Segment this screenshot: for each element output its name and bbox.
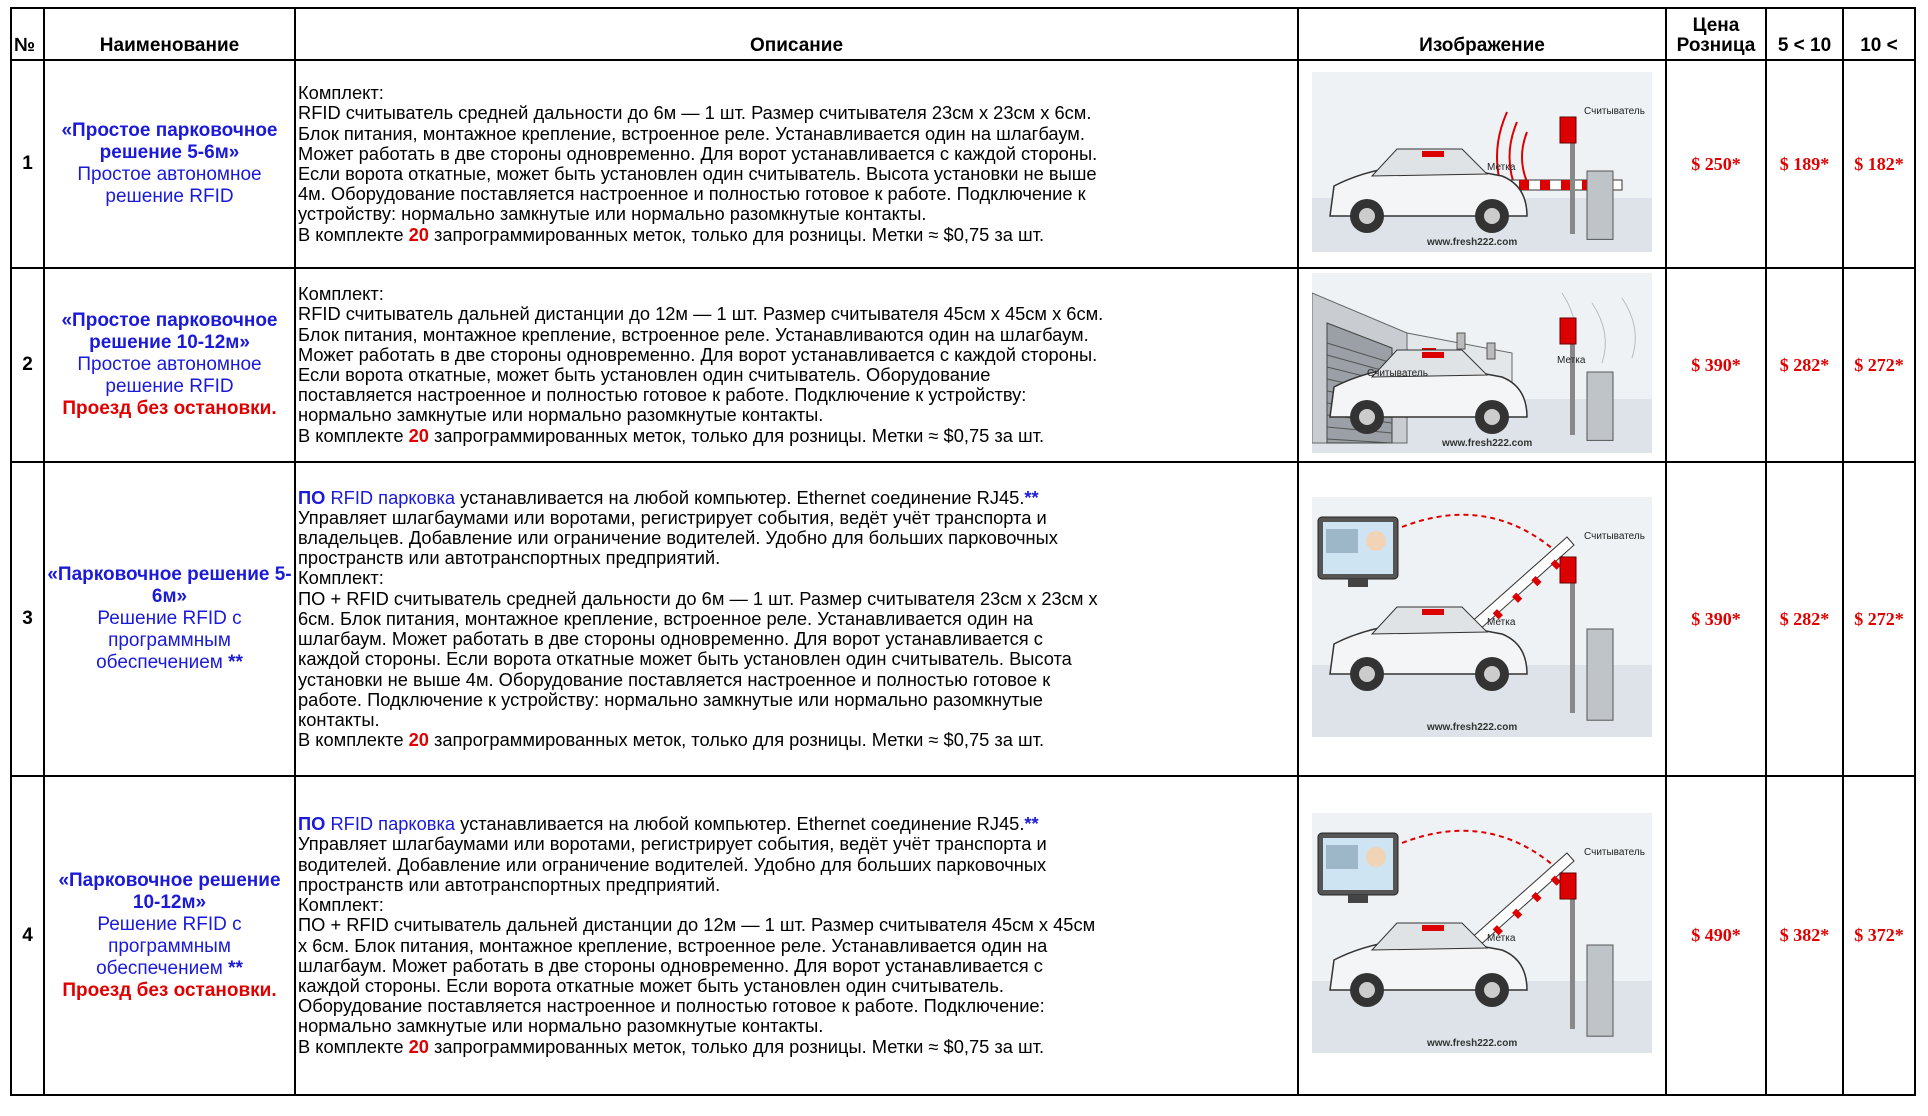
row-number: 4 bbox=[11, 776, 44, 1095]
description-cell bbox=[295, 60, 1298, 268]
kit-count: 20 bbox=[408, 729, 429, 751]
product-note: Проезд без остановки. bbox=[62, 398, 277, 419]
description-line: устройству: нормально замкнутые или нормально разомкнутые контакты. bbox=[298, 203, 927, 225]
product-image bbox=[1312, 273, 1652, 453]
software-line bbox=[298, 488, 1297, 508]
product-note: Проезд без остановки. bbox=[62, 979, 277, 1001]
watermark-site: www.fresh222.com bbox=[1427, 236, 1518, 248]
description-line: водителей. Добавление или ограничение водителей. Удобно для больших парковочных bbox=[298, 853, 1047, 875]
product-image bbox=[1312, 497, 1652, 737]
product-image bbox=[1312, 72, 1652, 252]
software-link[interactable]: RFID парковка bbox=[325, 813, 456, 835]
software-link[interactable]: RFID парковка bbox=[325, 486, 456, 508]
description-line: установки не выше 4м. Оборудование поставляется настроенное и полностью готовое к bbox=[298, 668, 1051, 690]
kit-count: 20 bbox=[408, 424, 429, 446]
software-text: устанавливается на любой компьютер. Ethernet соединение RJ45. bbox=[455, 813, 1025, 835]
row-number: 3 bbox=[11, 462, 44, 776]
price-10-plus: $ 372* bbox=[1843, 776, 1915, 1095]
description-line: х 6см. Блок питания, монтажное крепление, встроенное реле. Устанавливается один на bbox=[298, 934, 1048, 956]
software-footnote-mark: ** bbox=[1024, 486, 1039, 508]
description-line: ПО + RFID считыватель средней дальности до 6м — 1 шт. Размер считывателя 23см х 23см х bbox=[298, 587, 1098, 609]
price-10-plus: $ 272* bbox=[1843, 462, 1915, 776]
watermark-site: www.fresh222.com bbox=[1442, 437, 1533, 449]
tag-label: Метка bbox=[1487, 616, 1516, 628]
price-5-10: $ 189* bbox=[1766, 60, 1843, 268]
table-row bbox=[11, 268, 1915, 462]
price-10-plus: $ 272* bbox=[1843, 268, 1915, 462]
image-cell bbox=[1298, 776, 1666, 1095]
software-footnote-mark: ** bbox=[1024, 813, 1039, 835]
table-row bbox=[11, 776, 1915, 1095]
image-cell bbox=[1298, 60, 1666, 268]
description-line: Комплект: bbox=[298, 567, 384, 589]
reader-label: Считыватель bbox=[1584, 530, 1645, 542]
description-line: Может работать в две стороны одновременно. Для ворот устанавливается с каждой стороны. bbox=[298, 142, 1098, 164]
description-line: RFID считыватель дальней дистанции до 12м — 1 шт. Размер считывателя 45см х 45см х 6см. bbox=[298, 303, 1104, 325]
price-retail: $ 390* bbox=[1666, 462, 1766, 776]
description-line: каждой стороны. Если ворота откатные может быть установлен один считыватель. bbox=[298, 974, 1004, 996]
description-line: Может работать в две стороны одновременно. Для ворот устанавливается с каждой стороны. bbox=[298, 343, 1098, 365]
description-cell bbox=[295, 462, 1298, 776]
price-retail: $ 390* bbox=[1666, 268, 1766, 462]
product-title: «Парковочное решение 10-12м» bbox=[58, 869, 281, 913]
header-description: Описание bbox=[295, 8, 1298, 60]
software-line bbox=[298, 814, 1297, 834]
table-row bbox=[11, 60, 1915, 268]
description-line: 6см. Блок питания, монтажное крепление, встроенное реле. Устанавливается один на bbox=[298, 607, 1034, 629]
subtitle-footnote-mark: ** bbox=[222, 957, 243, 979]
tag-label: Метка bbox=[1487, 161, 1516, 173]
header-row bbox=[11, 8, 1915, 60]
subtitle-footnote-mark: ** bbox=[222, 652, 243, 673]
table-row bbox=[11, 462, 1915, 776]
description-line: Оборудование поставляется настроенное и полностью готовое к работе. Подключение: bbox=[298, 995, 1045, 1017]
software-prefix: ПО bbox=[298, 486, 326, 508]
description-line: поставляется настроенное и полностью готовое к работе. Подключение к устройству: bbox=[298, 384, 1027, 406]
product-name-cell bbox=[44, 268, 295, 462]
description-line: шлагбаум. Может работать в две стороны одновременно. Для ворот устанавливается с bbox=[298, 628, 1043, 650]
description-line: пространств или автотранспортных предприятий. bbox=[298, 547, 721, 569]
description-line: Если ворота откатные, может быть установлен один считыватель. Оборудование bbox=[298, 364, 991, 385]
kit-line: В комплекте 20 запрограммированных меток, только для розницы. Метки ≈ $0,75 за шт. bbox=[298, 729, 1045, 751]
description-line: владельцев. Добавление или ограничение водителей. Удобно для больших парковочных bbox=[298, 527, 1058, 549]
description-line: Если ворота откатные, может быть установлен один считыватель. Высота установки не выше bbox=[298, 163, 1097, 184]
description-line: Управляет шлагбаумами или воротами, регистрирует события, ведёт учёт транспорта и bbox=[298, 833, 1047, 855]
description-line: Блок питания, монтажное крепление, встроенное реле. Устанавливаются один на шлагбаум. bbox=[298, 323, 1089, 345]
product-subtitle: Решение RFID с программным обеспечением ** bbox=[96, 913, 243, 979]
product-title: «Простое парковочное решение 5-6м» bbox=[61, 120, 278, 163]
product-name-cell bbox=[44, 776, 295, 1095]
price-5-10: $ 382* bbox=[1766, 776, 1843, 1095]
product-image bbox=[1312, 813, 1652, 1053]
product-subtitle: Простое автономное решение RFID bbox=[77, 354, 262, 397]
product-subtitle: Решение RFID с программным обеспечением ** bbox=[96, 608, 243, 673]
description-cell bbox=[295, 776, 1298, 1095]
header-image: Изображение bbox=[1298, 8, 1666, 60]
header-tier1: 5 < 10 bbox=[1766, 8, 1843, 60]
description-line: Комплект: bbox=[298, 283, 384, 305]
software-text: устанавливается на любой компьютер. Ethernet соединение RJ45. bbox=[455, 486, 1025, 508]
description-line: нормально замкнутые или нормально разомкнутые контакты. bbox=[298, 404, 824, 426]
row-number: 1 bbox=[11, 60, 44, 268]
description-line: каждой стороны. Если ворота откатные может быть установлен один считыватель. Высота bbox=[298, 648, 1072, 670]
description-line: Комплект: bbox=[298, 82, 384, 104]
price-5-10: $ 282* bbox=[1766, 462, 1843, 776]
description-line: 4м. Оборудование поставляется настроенное и полностью готовое к работе. Подключение к bbox=[298, 183, 1086, 205]
price-retail: $ 490* bbox=[1666, 776, 1766, 1095]
description-line: нормально замкнутые или нормально разомкнутые контакты. bbox=[298, 1015, 824, 1037]
price-retail: $ 250* bbox=[1666, 60, 1766, 268]
kit-line: В комплекте 20 запрограммированных меток, только для розницы. Метки ≈ $0,75 за шт. bbox=[298, 424, 1045, 446]
description-line: пространств или автотранспортных предприятий. bbox=[298, 873, 721, 895]
row-number: 2 bbox=[11, 268, 44, 462]
description-line: Комплект: bbox=[298, 894, 384, 916]
kit-line: В комплекте 20 запрограммированных меток, только для розницы. Метки ≈ $0,75 за шт. bbox=[298, 223, 1045, 245]
image-cell bbox=[1298, 268, 1666, 462]
product-title: «Парковочное решение 5-6м» bbox=[47, 564, 292, 607]
header-tier2: 10 < bbox=[1843, 8, 1915, 60]
reader-label: Считыватель bbox=[1367, 367, 1428, 379]
product-subtitle: Простое автономное решение RFID bbox=[77, 164, 262, 207]
description-line: Блок питания, монтажное крепление, встроенное реле. Устанавливается один на шлагбаум. bbox=[298, 122, 1085, 144]
tag-label: Метка bbox=[1557, 354, 1586, 366]
price-5-10: $ 282* bbox=[1766, 268, 1843, 462]
description-cell bbox=[295, 268, 1298, 462]
product-name-cell bbox=[44, 60, 295, 268]
kit-line: В комплекте 20 запрограммированных меток, только для розницы. Метки ≈ $0,75 за шт. bbox=[298, 1035, 1045, 1057]
product-title: «Простое парковочное решение 10-12м» bbox=[61, 310, 278, 353]
price-10-plus: $ 182* bbox=[1843, 60, 1915, 268]
description-line: контакты. bbox=[298, 708, 380, 730]
description-line: RFID считыватель средней дальности до 6м — 1 шт. Размер считывателя 23см х 23см х 6см. bbox=[298, 102, 1092, 124]
description-line: ПО + RFID считыватель дальней дистанции до 12м — 1 шт. Размер считывателя 45см х 45см bbox=[298, 914, 1096, 936]
watermark-site: www.fresh222.com bbox=[1427, 721, 1518, 733]
product-name-cell bbox=[44, 462, 295, 776]
image-cell bbox=[1298, 462, 1666, 776]
header-name: Наименование bbox=[44, 8, 295, 60]
description-line: работе. Подключение к устройству: нормально замкнутые или нормально разомкнутые bbox=[298, 688, 1043, 710]
price-table bbox=[10, 7, 1916, 1096]
tag-label: Метка bbox=[1487, 933, 1516, 944]
kit-count: 20 bbox=[408, 223, 429, 245]
kit-count: 20 bbox=[408, 1035, 429, 1057]
header-price: Цена Розница bbox=[1666, 8, 1766, 60]
reader-label: Считыватель bbox=[1584, 105, 1645, 117]
watermark-site: www.fresh222.com bbox=[1427, 1038, 1518, 1049]
software-prefix: ПО bbox=[298, 813, 326, 835]
description-line: шлагбаум. Может работать в две стороны одновременно. Для ворот устанавливается с bbox=[298, 954, 1043, 976]
reader-label: Считыватель bbox=[1584, 847, 1645, 858]
description-line: Управляет шлагбаумами или воротами, регистрирует события, ведёт учёт транспорта и bbox=[298, 506, 1047, 528]
header-num: № bbox=[11, 8, 44, 60]
